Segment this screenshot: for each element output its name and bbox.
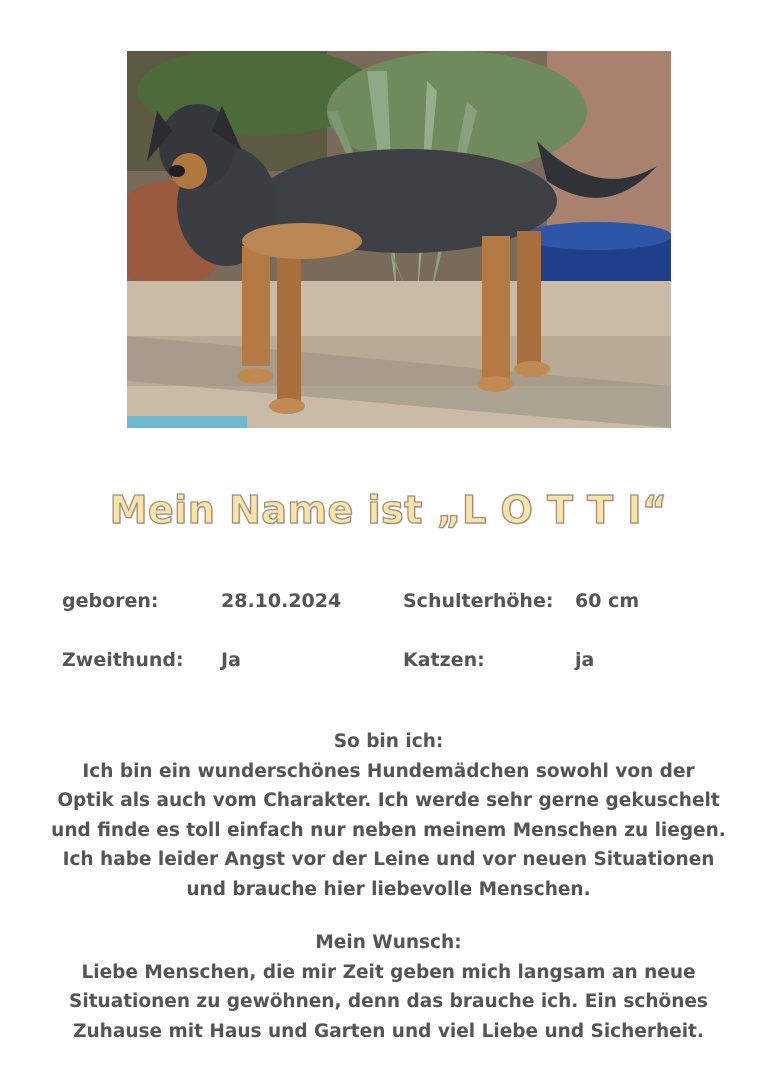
wish-line: Liebe Menschen, die mir Zeit geben mich langsam an neue bbox=[81, 961, 696, 983]
page-title: Mein Name ist „L O T T I“ bbox=[109, 488, 668, 532]
wish-line: Zuhause mit Haus und Garten und viel Liebe und Sicherheit. bbox=[73, 1020, 704, 1042]
about-line: Ich bin ein wunderschönes Hundemädchen sowohl von der bbox=[82, 760, 695, 782]
second-dog-label: Zweithund: bbox=[62, 649, 184, 671]
wish-section bbox=[30, 928, 747, 1046]
about-heading: So bin ich: bbox=[333, 731, 444, 752]
about-line: Ich habe leider Angst vor der Leine und vor neuen Situationen bbox=[62, 849, 715, 870]
wish-line: Situationen zu gewöhnen, denn das brauche ich. Ein schönes bbox=[69, 991, 708, 1012]
wish-heading: Mein Wunsch: bbox=[315, 932, 462, 953]
shoulder-height-value: 60 cm bbox=[575, 590, 640, 612]
cats-value: ja bbox=[575, 649, 595, 671]
born-label: geboren: bbox=[62, 590, 159, 612]
about-line: Optik als auch vom Charakter. Ich werde sehr gerne gekuschelt bbox=[57, 790, 720, 811]
cats-label: Katzen: bbox=[403, 649, 485, 671]
second-dog-value: Ja bbox=[221, 649, 241, 671]
born-value: 28.10.2024 bbox=[221, 590, 342, 612]
shoulder-height-label: Schulterhöhe: bbox=[403, 590, 554, 612]
about-line: und finde es toll einfach nur neben meinem Menschen zu liegen. bbox=[51, 819, 726, 841]
about-section bbox=[30, 727, 747, 904]
about-line: und brauche hier liebevolle Menschen. bbox=[186, 878, 591, 900]
